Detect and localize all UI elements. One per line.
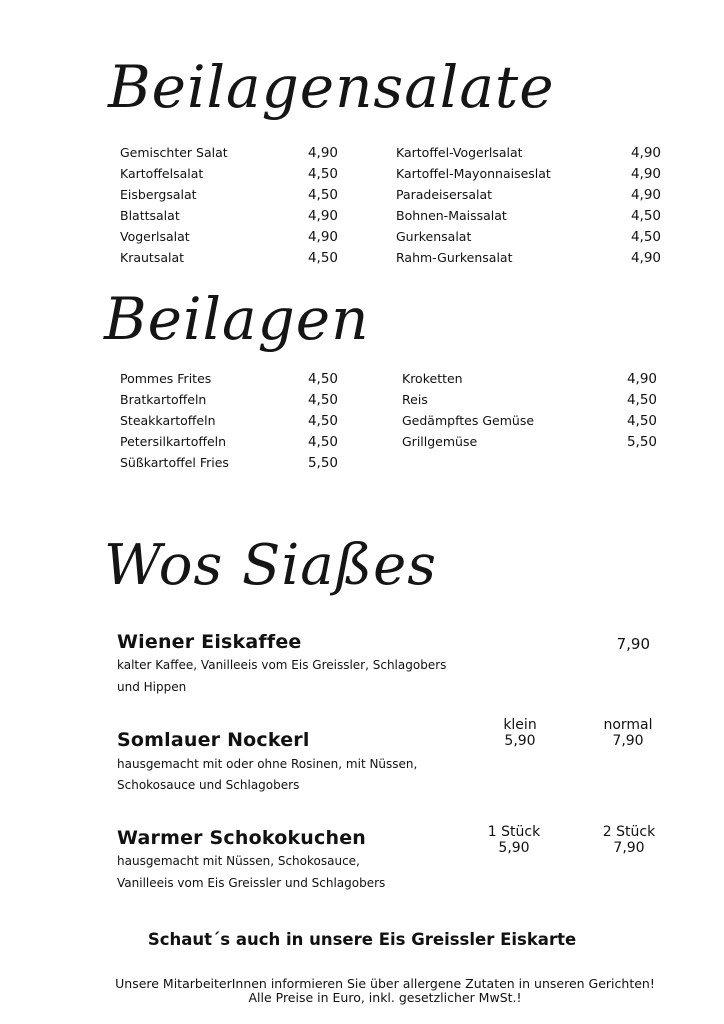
menu-item-name: Bratkartoffeln [120,392,207,407]
menu-item-name: Krautsalat [120,250,185,265]
dish-title: Somlauer Nockerl [117,729,310,751]
menu-item-name: Kartoffel-Mayonnaiseslat [396,166,551,181]
section-title-beilagensalate: Beilagensalate [108,53,555,121]
menu-item-price: 4,50 [626,413,657,429]
menu-item-price: 4,50 [307,166,338,182]
allergen-notice-line: Unsere MitarbeiterInnen informieren Sie über allergene Zutaten in unseren Gerichten! [115,976,655,991]
menu-item-price: 4,50 [307,250,338,266]
menu-item-price: 4,90 [630,187,661,203]
dish-description: hausgemacht mit oder ohne Rosinen, mit Nüssen, [117,757,418,771]
menu-item-price: 4,90 [630,145,661,161]
menu-item-name: Paradeisersalat [396,187,493,202]
menu-item-price: 5,50 [307,455,338,471]
menu-item-price: 4,50 [307,392,338,408]
section-title-beilagen: Beilagen [104,285,370,353]
menu-item-name: Kartoffel-Vogerlsalat [396,145,523,160]
price-option-two-pieces [584,824,674,856]
price-option-label: 2 Stück [602,824,656,840]
price-option-large [583,717,673,749]
price-option-one-piece [469,824,559,856]
price-option-value: 5,90 [498,840,530,856]
dish-description: hausgemacht mit Nüssen, Schokosauce, [117,854,360,868]
price-option-label: normal [603,717,653,733]
dish-price: 7,90 [616,635,650,653]
menu-item-name: Bohnen-Maissalat [396,208,507,223]
menu-item-name: Eisbergsalat [120,187,197,202]
menu-item-name: Gedämpftes Gemüse [402,413,535,428]
menu-item-name: Pommes Frites [120,371,212,386]
menu-item-name: Petersilkartoffeln [120,434,227,449]
menu-item-name: Gurkensalat [396,229,472,244]
menu-item-name: Rahm-Gurkensalat [396,250,513,265]
menu-item-price: 4,50 [626,392,657,408]
menu-item-price: 4,90 [307,229,338,245]
menu-item-name: Steakkartoffeln [120,413,216,428]
menu-item-name: Blattsalat [120,208,180,223]
price-option-label: 1 Stück [487,824,541,840]
menu-item-price: 4,50 [307,187,338,203]
section-title-dessert: Wos Siaßes [104,533,437,598]
menu-item-price: 4,50 [307,371,338,387]
allergen-notice [0,977,724,1005]
menu-item-name: Süßkartoffel Fries [120,455,229,470]
price-option-value: 7,90 [612,733,644,749]
menu-item-name: Grillgemüse [402,434,478,449]
price-option-small [475,717,565,749]
menu-item-price: 4,50 [630,208,661,224]
menu-item-name: Gemischter Salat [120,145,228,160]
dish-description: und Hippen [117,680,187,694]
dish-description: Schokosauce und Schlagobers [117,778,300,792]
eiskarte-promo: Schaut´s auch in unsere Eis Greissler Eiskarte [147,930,577,949]
price-option-label: klein [503,717,537,733]
menu-item-name: Kartoffelsalat [120,166,204,181]
menu-item-price: 4,90 [307,208,338,224]
menu-item-price: 4,50 [630,229,661,245]
menu-item-price: 4,90 [630,250,661,266]
menu-item-price: 4,50 [307,434,338,450]
menu-item-price: 4,90 [307,145,338,161]
menu-item-name: Reis [402,392,428,407]
menu-item-price: 4,90 [626,371,657,387]
menu-item-price: 5,50 [626,434,657,450]
dish-description: Vanilleeis vom Eis Greissler und Schlagobers [117,876,386,890]
price-option-value: 5,90 [504,733,536,749]
menu-item-price: 4,90 [630,166,661,182]
menu-item-price: 4,50 [307,413,338,429]
dish-title: Wiener Eiskaffee [117,631,302,653]
price-notice-line: Alle Preise in Euro, inkl. gesetzlicher MwSt.! [248,990,522,1005]
menu-item-name: Kroketten [402,371,463,386]
menu-item-name: Vogerlsalat [120,229,190,244]
dish-title: Warmer Schokokuchen [117,827,367,849]
dish-description: kalter Kaffee, Vanilleeis vom Eis Greissler, Schlagobers [117,658,447,672]
price-option-value: 7,90 [613,840,645,856]
